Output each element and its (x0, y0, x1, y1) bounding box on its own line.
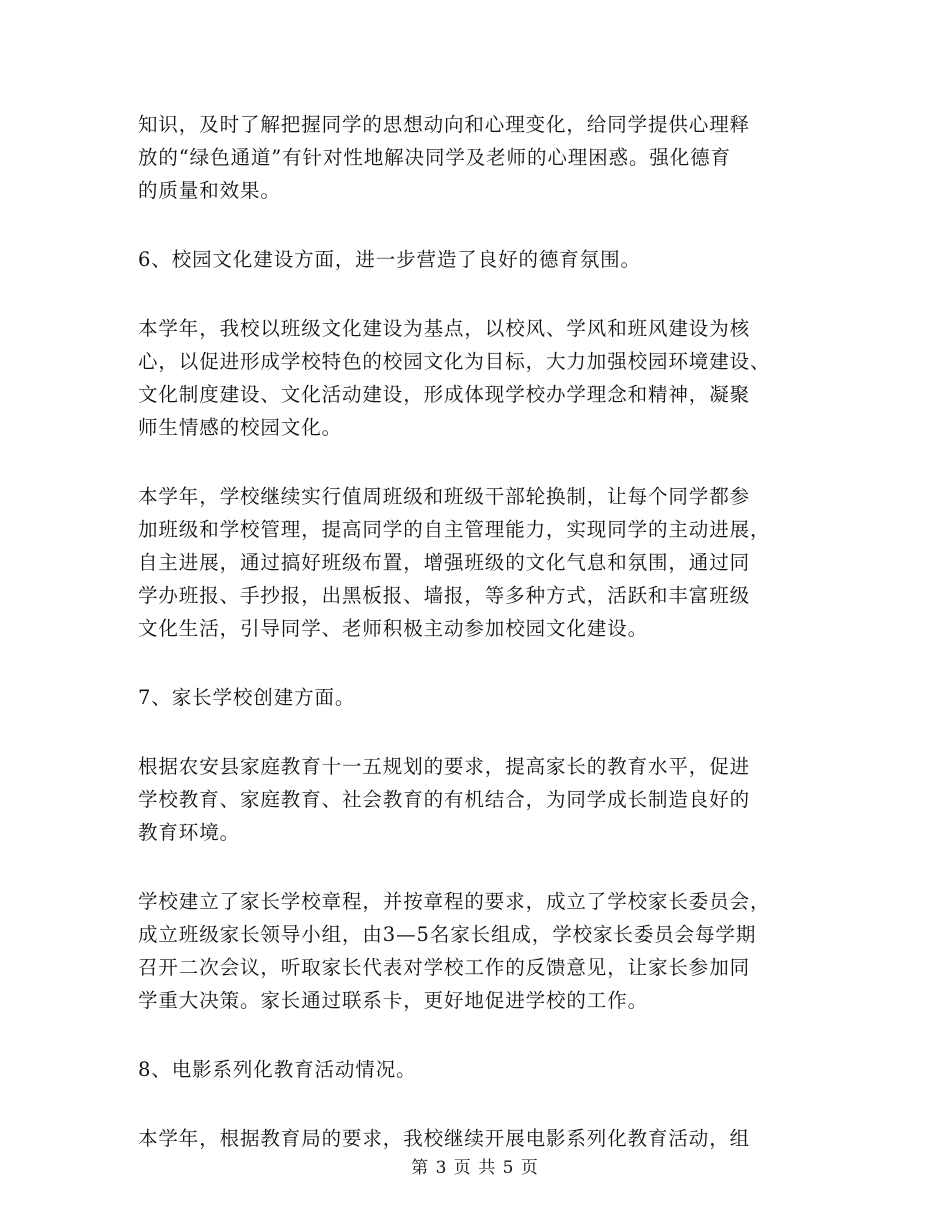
text-line: 知识，及时了解把握同学的思想动向和心理变化，给同学提供心理释 (138, 113, 751, 136)
text-line: 本学年，学校继续实行值周班级和班级干部轮换制，让每个同学都参 (138, 485, 751, 508)
heading-parent-school (138, 681, 810, 714)
text-line: 8、电影系列化教育活动情况。 (138, 1058, 417, 1081)
document-body (138, 108, 810, 1191)
text-line: 根据农安县家庭教育十一五规划的要求，提高家长的教育水平，促进 (138, 755, 751, 778)
text-line: 召开二次会议，听取家长代表对学校工作的反馈意见，让家长参加同 (138, 956, 751, 979)
text-line: 心，以促进形成学校特色的校园文化为目标，大力加强校园环境建设、 (138, 350, 771, 373)
paragraph-class-management (138, 480, 810, 645)
heading-film-education (138, 1053, 810, 1086)
text-line: 成立班级家长领导小组，由3—5名家长组成，学校家长委员会每学期 (138, 923, 757, 946)
text-line: 文化生活，引导同学、老师积极主动参加校园文化建设。 (138, 617, 649, 640)
paragraph-film-activities (138, 1122, 810, 1155)
paragraph-class-culture (138, 312, 810, 444)
text-line: 自主进展，通过搞好班级布置，增强班级的文化气息和氛围，通过同 (138, 551, 751, 574)
text-line: 教育环境。 (138, 821, 241, 844)
heading-campus-culture (138, 243, 810, 276)
text-line: 师生情感的校园文化。 (138, 416, 343, 439)
paragraph-mental-health (138, 108, 810, 207)
page-number-footer: 第 3 页 共 5 页 (411, 1158, 539, 1178)
text-line: 的质量和效果。 (138, 179, 281, 202)
text-line: 文化制度建设、文化活动建设，形成体现学校办学理念和精神，凝聚 (138, 383, 751, 406)
paragraph-family-education (138, 750, 810, 849)
text-line: 放的“绿色通道”有针对性地解决同学及老师的心理困惑。强化德育 (138, 146, 731, 169)
text-line: 本学年，我校以班级文化建设为基点，以校风、学风和班风建设为核 (138, 317, 751, 340)
text-line: 学校建立了家长学校章程，并按章程的要求，成立了学校家长委员会， (138, 890, 771, 913)
paragraph-parent-committee (138, 885, 810, 1017)
text-line: 学校教育、家庭教育、社会教育的有机结合，为同学成长制造良好的 (138, 788, 751, 811)
text-line: 学办班报、手抄报，出黑板报、墙报，等多种方式，活跃和丰富班级 (138, 584, 751, 607)
text-line: 7、家长学校创建方面。 (138, 686, 356, 709)
text-line: 学重大决策。家长通过联系卡，更好地促进学校的工作。 (138, 989, 649, 1012)
text-line: 本学年，根据教育局的要求，我校继续开展电影系列化教育活动，组 (138, 1127, 751, 1150)
text-line: 加班级和学校管理，提高同学的自主管理能力，实现同学的主动进展， (138, 518, 771, 541)
text-line: 6、校园文化建设方面，进一步营造了良好的德育氛围。 (138, 248, 641, 271)
